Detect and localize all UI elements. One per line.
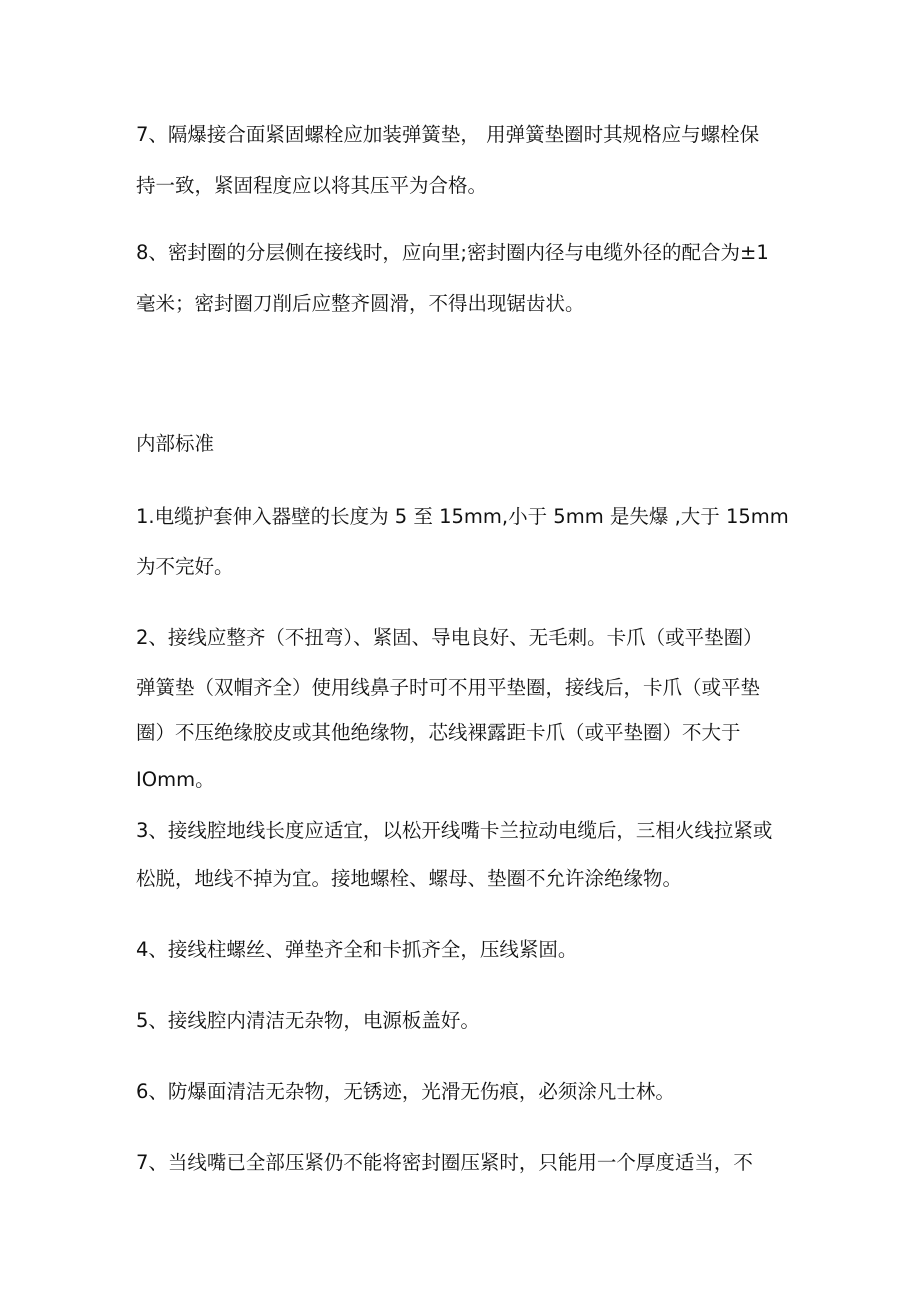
paragraph-line: 4、接线柱螺丝、弹垫齐全和卡抓齐全，压线紧固。: [136, 938, 578, 961]
paragraph-line: 圈）不压绝缘胶皮或其他绝缘物，芯线裸露距卡爪（或平垫圈）不大于: [136, 721, 741, 744]
paragraph-line: 5、接线腔内清洁无杂物，电源板盖好。: [136, 1009, 480, 1032]
paragraph-line: 为不完好。: [136, 555, 234, 578]
section-heading: 内部标准: [136, 432, 215, 455]
paragraph-line: 松脱，地线不掉为宜。接地螺栓、螺母、垫圈不允许涂绝缘物。: [136, 867, 683, 890]
paragraph-line: 2、接线应整齐（不扭弯）、紧固、导电良好、无毛刺。卡爪（或平垫圈）: [136, 626, 763, 649]
paragraph-line: 1.电缆护套伸入器壁的长度为 5 至 15mm,小于 5mm 是失爆 ,大于 15mm: [136, 505, 789, 528]
paragraph-line: 持一致，紧固程度应以将其压平为合格。: [136, 174, 488, 197]
paragraph-line: 3、接线腔地线长度应适宜，以松开线嘴卡兰拉动电缆后，三相火线拉紧或: [136, 819, 773, 842]
paragraph-line: 6、防爆面清洁无杂物，无锈迹，光滑无伤痕，必须涂凡士林。: [136, 1080, 675, 1103]
paragraph-line: 8、密封圈的分层侧在接线时，应向里;密封圈内径与电缆外径的配合为±1: [136, 241, 769, 264]
paragraph-line: IOmm。: [136, 768, 215, 791]
paragraph-line: 7、隔爆接合面紧固螺栓应加装弹簧垫， 用弹簧垫圈时其规格应与螺栓保: [136, 123, 760, 146]
paragraph-line: 弹簧垫（双帽齐全）使用线鼻子时可不用平垫圈，接线后，卡爪（或平垫: [136, 676, 761, 699]
paragraph-line: 毫米；密封圈刀削后应整齐圆滑，不得出现锯齿状。: [136, 292, 585, 315]
paragraph-line: 7、当线嘴已全部压紧仍不能将密封圈压紧时，只能用一个厚度适当，不: [136, 1151, 753, 1174]
